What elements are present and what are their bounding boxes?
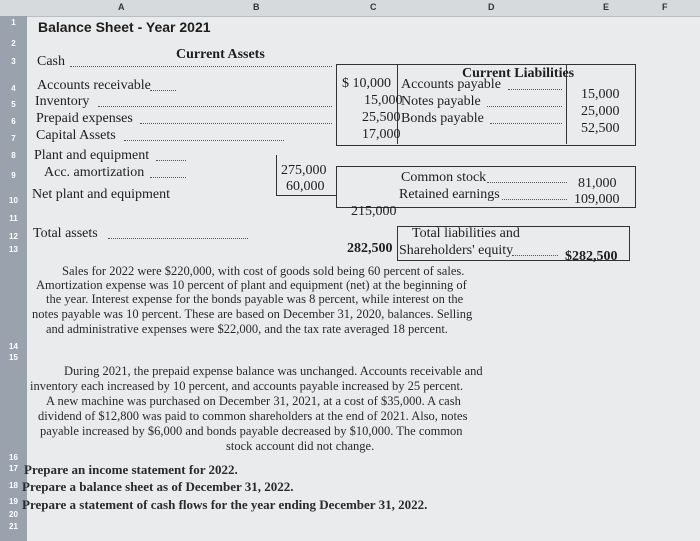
acc-amortization-label[interactable]: Acc. amortization — [44, 165, 145, 180]
row-number[interactable]: 21 — [9, 522, 18, 531]
notes-payable-value[interactable]: 25,000 — [581, 104, 620, 119]
inventory-value[interactable]: 25,500 — [362, 110, 401, 125]
row-number[interactable]: 14 — [9, 342, 18, 351]
sheet-title[interactable]: Balance Sheet - Year 2021 — [38, 19, 211, 35]
bonds-payable-value[interactable]: 52,500 — [581, 121, 620, 136]
dot-leader — [140, 123, 332, 124]
dot-leader — [156, 160, 186, 161]
total-liabilities-label[interactable]: Total liabilities and — [412, 226, 520, 241]
dot-leader — [490, 123, 562, 124]
total-assets-label[interactable]: Total assets — [33, 226, 98, 241]
dot-leader — [512, 255, 558, 256]
paragraph-line: A new machine was purchased on December 31, 2021, at a cost of $35,000. A cash — [46, 394, 461, 408]
row-number[interactable]: 5 — [11, 100, 16, 109]
total-liabilities-equity-value[interactable]: $282,500 — [565, 249, 618, 264]
common-stock-value[interactable]: 81,000 — [578, 176, 617, 191]
row-number[interactable]: 17 — [9, 464, 18, 473]
row-number[interactable]: 16 — [9, 453, 18, 462]
plant-equipment-value[interactable]: 275,000 — [281, 163, 327, 178]
row-number[interactable]: 3 — [11, 57, 16, 66]
paragraph-line: and administrative expenses were $22,000, and the tax rate averaged 18 percent. — [46, 322, 448, 336]
row-number-column — [0, 16, 27, 541]
row-number[interactable]: 8 — [11, 151, 16, 160]
row-number[interactable]: 4 — [11, 84, 16, 93]
total-assets-value[interactable]: 282,500 — [347, 241, 393, 256]
dot-leader — [70, 66, 332, 67]
current-liabilities-header[interactable]: Current Liabilities — [462, 66, 575, 81]
retained-earnings-label[interactable]: Retained earnings — [399, 187, 500, 202]
row-number[interactable]: 9 — [11, 171, 16, 180]
row-number[interactable]: 20 — [9, 510, 18, 519]
paragraph-line: stock account did not change. — [226, 439, 375, 453]
row-number[interactable]: 19 — [9, 497, 18, 506]
prepaid-expenses-value[interactable]: 17,000 — [362, 127, 401, 142]
shareholders-equity-label[interactable]: Shareholders' equity — [399, 243, 514, 258]
row-number[interactable]: 15 — [9, 353, 18, 362]
net-plant-label[interactable]: Net plant and equipment — [32, 187, 171, 202]
paragraph-line: Amortization expense was 10 percent of plant and equipment (net) at the beginning of — [36, 278, 467, 292]
column-a-header[interactable]: A — [118, 2, 125, 12]
inventory-label[interactable]: Inventory — [35, 94, 90, 109]
dot-leader — [108, 238, 248, 239]
task-balance-sheet[interactable]: Prepare a balance sheet as of December 31, 2022. — [22, 479, 294, 494]
dot-leader — [502, 199, 567, 200]
bonds-payable-label[interactable]: Bonds payable — [401, 111, 484, 126]
retained-earnings-value[interactable]: 109,000 — [574, 192, 620, 207]
current-assets-header[interactable]: Current Assets — [176, 47, 265, 62]
acc-amortization-value[interactable]: 60,000 — [286, 179, 325, 194]
paragraph-line: dividend of $12,800 was paid to common shareholders at the end of 2021. Also, notes — [38, 409, 468, 423]
column-c-header[interactable]: C — [370, 2, 377, 12]
column-divider — [276, 155, 277, 195]
accounts-receivable-label[interactable]: Accounts receivable — [37, 78, 151, 93]
row-number[interactable]: 2 — [11, 39, 16, 48]
dot-leader — [150, 90, 176, 91]
dot-leader — [487, 182, 567, 183]
row-number[interactable]: 6 — [11, 117, 16, 126]
accounts-payable-label[interactable]: Accounts payable — [401, 77, 501, 92]
dot-leader — [487, 106, 562, 107]
column-f-header[interactable]: F — [662, 2, 668, 12]
row-number[interactable]: 7 — [11, 134, 16, 143]
common-stock-label[interactable]: Common stock — [401, 170, 487, 185]
accounts-receivable-value[interactable]: 15,000 — [364, 93, 403, 108]
paragraph-line: During 2021, the prepaid expense balance was unchanged. Accounts receivable and — [64, 364, 483, 378]
row-number[interactable]: 13 — [9, 245, 18, 254]
row-number[interactable]: 10 — [9, 196, 18, 205]
dot-leader — [98, 106, 332, 107]
cash-value[interactable]: $ 10,000 — [342, 76, 391, 91]
cash-label[interactable]: Cash — [37, 54, 65, 69]
column-e-header[interactable]: E — [603, 2, 610, 12]
paragraph-line: inventory each increased by 10 percent, and accounts payable increased by 25 percent. — [30, 379, 464, 393]
row-number[interactable]: 1 — [11, 18, 16, 27]
capital-assets-label[interactable]: Capital Assets — [36, 128, 116, 143]
paragraph-line: notes payable was 10 percent. These are based on December 31, 2020, balances. Selling — [32, 307, 473, 321]
dot-leader — [124, 140, 284, 141]
net-plant-value[interactable]: 215,000 — [351, 204, 397, 219]
row-number[interactable]: 18 — [9, 481, 18, 490]
row-number[interactable]: 12 — [9, 232, 18, 241]
column-d-header[interactable]: D — [488, 2, 495, 12]
dot-leader — [508, 89, 562, 90]
prepaid-expenses-label[interactable]: Prepaid expenses — [36, 111, 133, 126]
column-b-header[interactable]: B — [253, 2, 260, 12]
task-income-statement[interactable]: Prepare an income statement for 2022. — [24, 462, 238, 477]
paragraph-line: Sales for 2022 were $220,000, with cost of goods sold being 60 percent of sales. — [62, 264, 465, 278]
paragraph-line: the year. Interest expense for the bonds payable was 8 percent, while interest on the — [46, 292, 464, 306]
dot-leader — [150, 177, 186, 178]
column-header-bar — [0, 0, 700, 17]
notes-payable-label[interactable]: Notes payable — [401, 94, 481, 109]
accounts-payable-value[interactable]: 15,000 — [581, 87, 620, 102]
plant-equipment-label[interactable]: Plant and equipment — [34, 148, 150, 163]
task-cash-flow-statement[interactable]: Prepare a statement of cash flows for the year ending December 31, 2022. — [22, 497, 428, 512]
paragraph-line: payable increased by $6,000 and bonds payable decreased by $10,000. The common — [40, 424, 463, 438]
row-number[interactable]: 11 — [9, 214, 18, 223]
divider-line — [276, 195, 336, 196]
